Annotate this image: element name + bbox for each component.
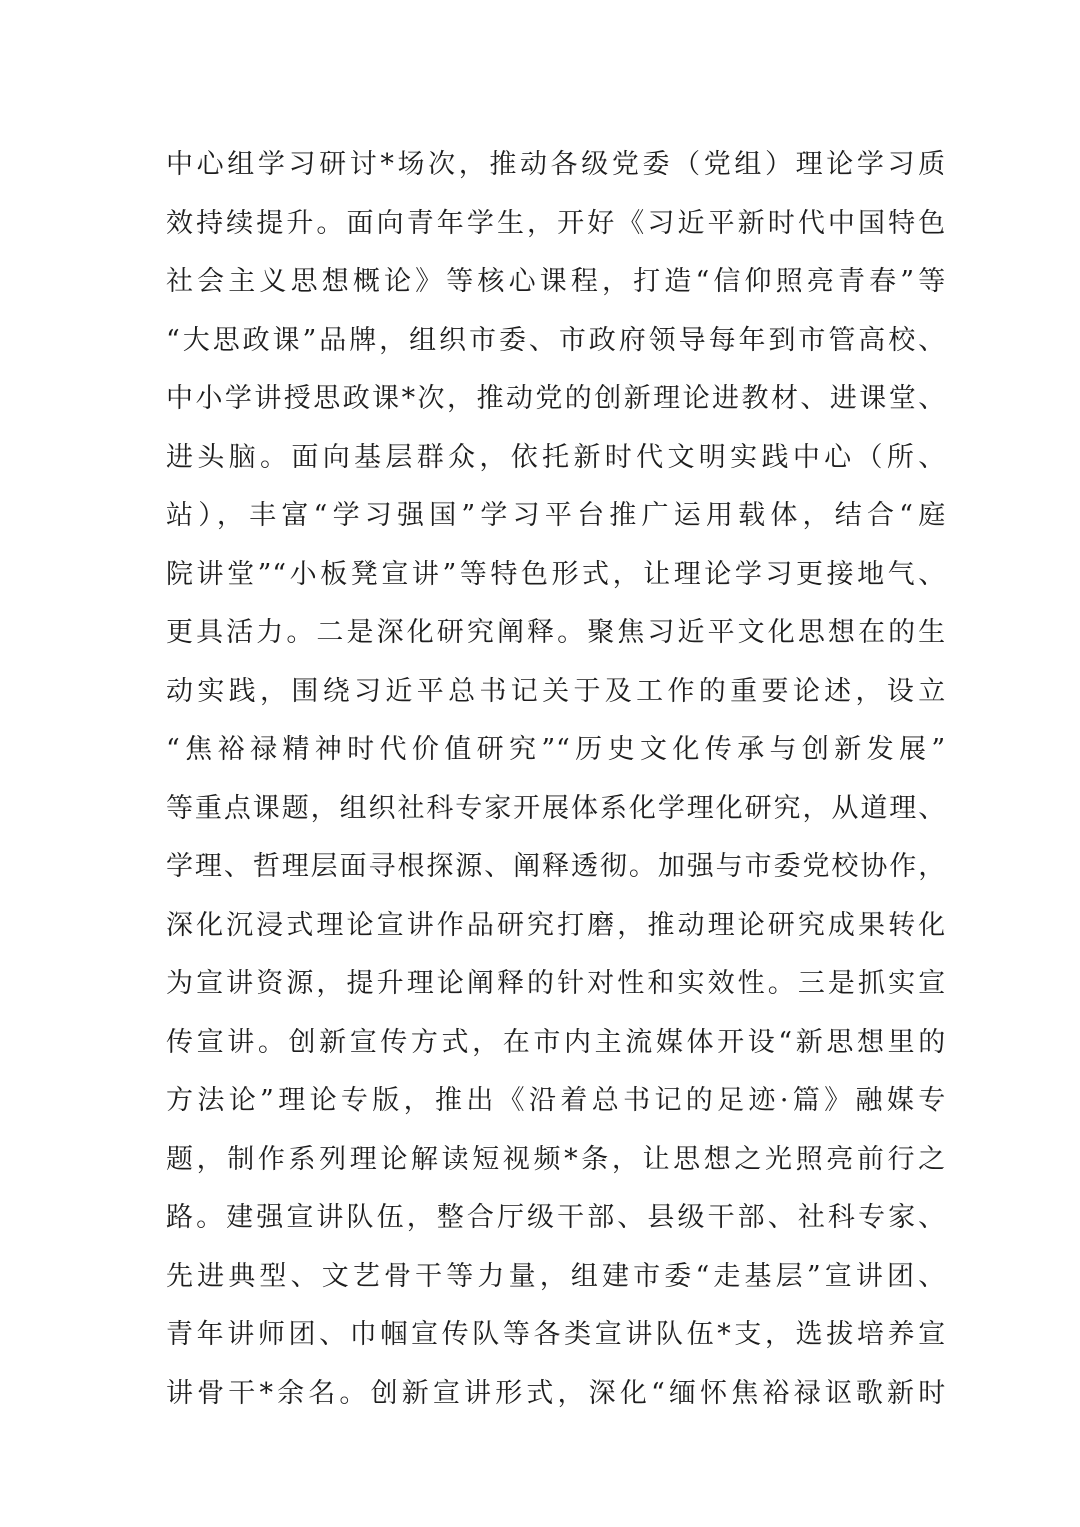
text-line: 站），丰富“学习强国”学习平台推广运用载体，结合“庭 [166, 500, 946, 531]
text-line: 青年讲师团、巾帼宣传队等各类宣讲队伍*支，选拔培养宣 [166, 1319, 946, 1350]
text-line: 题，制作系列理论解读短视频*条，让思想之光照亮前行之 [166, 1143, 946, 1175]
text-line: 学理、哲理层面寻根探源、阐释透彻。加强与市委党校协作， [166, 851, 946, 882]
text-line: 进头脑。面向基层群众，依托新时代文明实践中心（所、 [166, 441, 946, 473]
text-line: 为宣讲资源，提升理论阐释的针对性和实效性。三是抓实宣 [166, 968, 946, 999]
text-line: “大思政课”品牌，组织市委、市政府领导每年到市管高校、 [166, 324, 946, 356]
text-line: “焦裕禄精神时代价值研究”“历史文化传承与创新发展” [166, 734, 946, 765]
text-line: 深化沉浸式理论宣讲作品研究打磨，推动理论研究成果转化 [166, 909, 946, 941]
text-line: 社会主义思想概论》等核心课程，打造“信仰照亮青春”等 [166, 266, 946, 297]
text-line: 院讲堂”“小板凳宣讲”等特色形式，让理论学习更接地气、 [166, 558, 946, 590]
text-line: 先进典型、文艺骨干等力量，组建市委“走基层”宣讲团、 [166, 1260, 946, 1292]
text-line: 中小学讲授思政课*次，推动党的创新理论进教材、进课堂、 [166, 383, 946, 414]
text-line: 更具活力。二是深化研究阐释。聚焦习近平文化思想在的生 [166, 617, 946, 648]
body-text [166, 136, 946, 1423]
text-line: 讲骨干*余名。创新宣讲形式，深化“缅怀焦裕禄讴歌新时 [166, 1377, 946, 1409]
text-line: 效持续提升。面向青年学生，开好《习近平新时代中国特色 [166, 207, 946, 239]
text-line: 传宣讲。创新宣传方式，在市内主流媒体开设“新思想里的 [166, 1026, 946, 1058]
text-line: 中心组学习研讨*场次，推动各级党委（党组）理论学习质 [166, 149, 946, 180]
text-line: 方法论”理论专版，推出《沿着总书记的足迹·篇》融媒专 [166, 1085, 946, 1116]
text-line: 路。建强宣讲队伍，整合厅级干部、县级干部、社科专家、 [166, 1202, 946, 1233]
text-line: 动实践，围绕习近平总书记关于及工作的重要论述，设立 [166, 675, 946, 707]
text-line: 等重点课题，组织社科专家开展体系化学理化研究，从道理、 [166, 792, 946, 824]
